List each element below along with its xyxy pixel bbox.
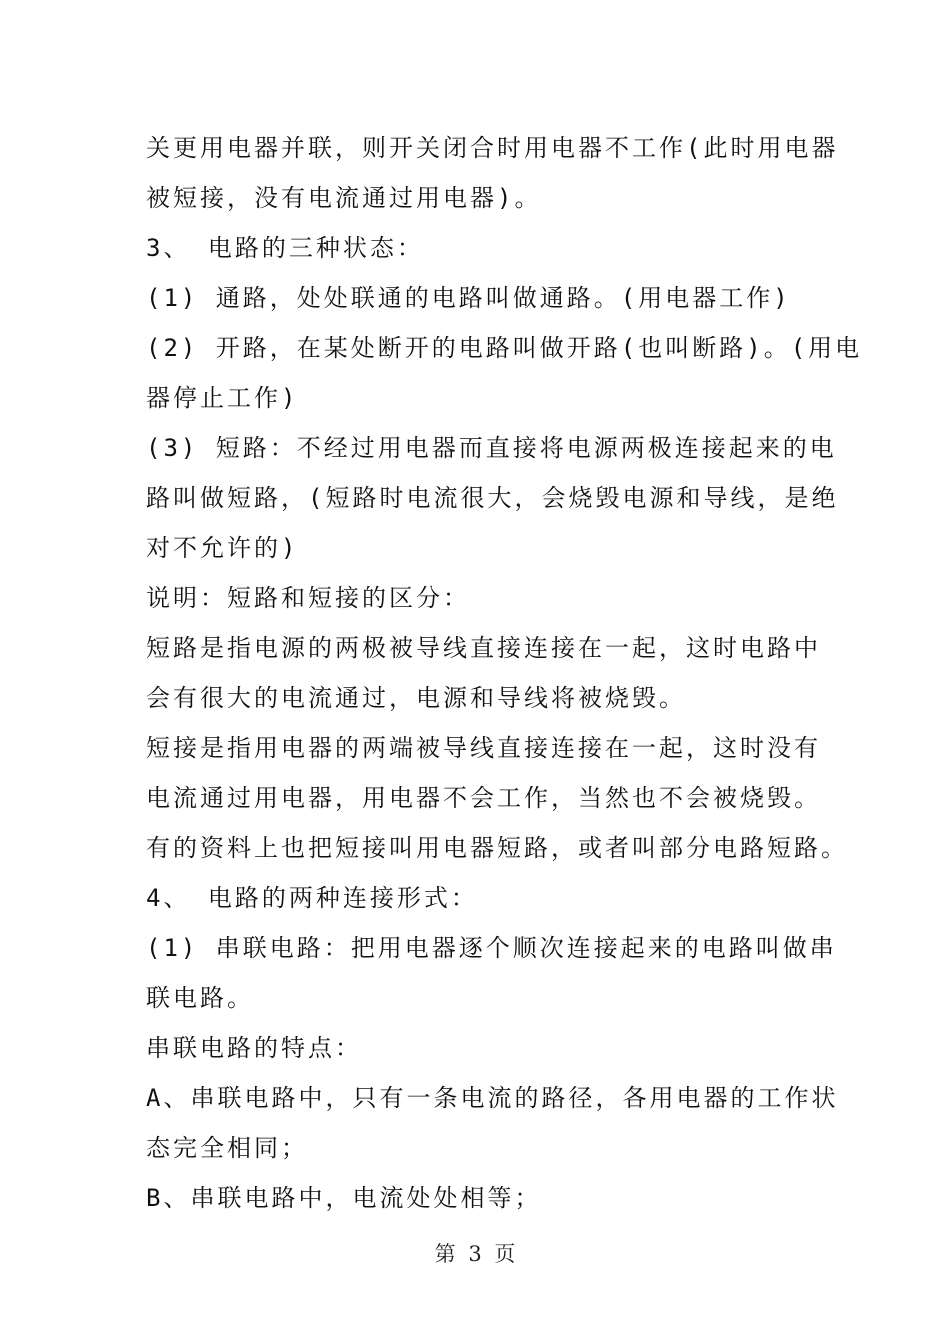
text-line: (1) 通路，处处联通的电路叫做通路。(用电器工作)	[146, 284, 791, 312]
page-number: 3	[468, 1242, 482, 1266]
page-label-suffix: 页	[494, 1242, 516, 1266]
text-line: B、串联电路中，电流处处相等；	[146, 1184, 542, 1212]
text-line: 电流通过用电器，用电器不会工作，当然也不会被烧毁。	[146, 784, 821, 812]
text-line: 被短接，没有电流通过用电器)。	[146, 184, 542, 212]
text-line: A、串联电路中，只有一条电流的路径，各用电器的工作状	[146, 1084, 839, 1112]
text-line: 联电路。	[146, 984, 254, 1012]
text-line: 有的资料上也把短接叫用电器短路，或者叫部分电路短路。	[146, 834, 848, 862]
text-line: 短路是指电源的两极被导线直接连接在一起，这时电路中	[146, 634, 821, 662]
section-heading: 4、 电路的两种连接形式：	[146, 884, 478, 912]
text-line: 短接是指用电器的两端被导线直接连接在一起，这时没有	[146, 734, 821, 762]
page-footer	[0, 1238, 950, 1268]
text-line: 路叫做短路，(短路时电流很大，会烧毁电源和导线，是绝	[146, 484, 839, 512]
text-line: 关更用电器并联，则开关闭合时用电器不工作(此时用电器	[146, 134, 839, 162]
text-line: 会有很大的电流通过，电源和导线将被烧毁。	[146, 684, 686, 712]
text-line: 对不允许的)	[146, 534, 299, 562]
body-text	[146, 126, 863, 1226]
text-line: 态完全相同；	[146, 1134, 308, 1162]
section-heading: 3、 电路的三种状态：	[146, 234, 424, 262]
text-line: (1) 串联电路：把用电器逐个顺次连接起来的电路叫做串	[146, 934, 837, 962]
text-line: (2) 开路，在某处断开的电路叫做开路(也叫断路)。(用电	[146, 334, 863, 362]
text-line: 串联电路的特点：	[146, 1034, 362, 1062]
text-line: 说明：短路和短接的区分：	[146, 584, 470, 612]
text-line: 器停止工作)	[146, 384, 299, 412]
page-label-prefix: 第	[434, 1242, 456, 1266]
text-line: (3) 短路：不经过用电器而直接将电源两极连接起来的电	[146, 434, 837, 462]
